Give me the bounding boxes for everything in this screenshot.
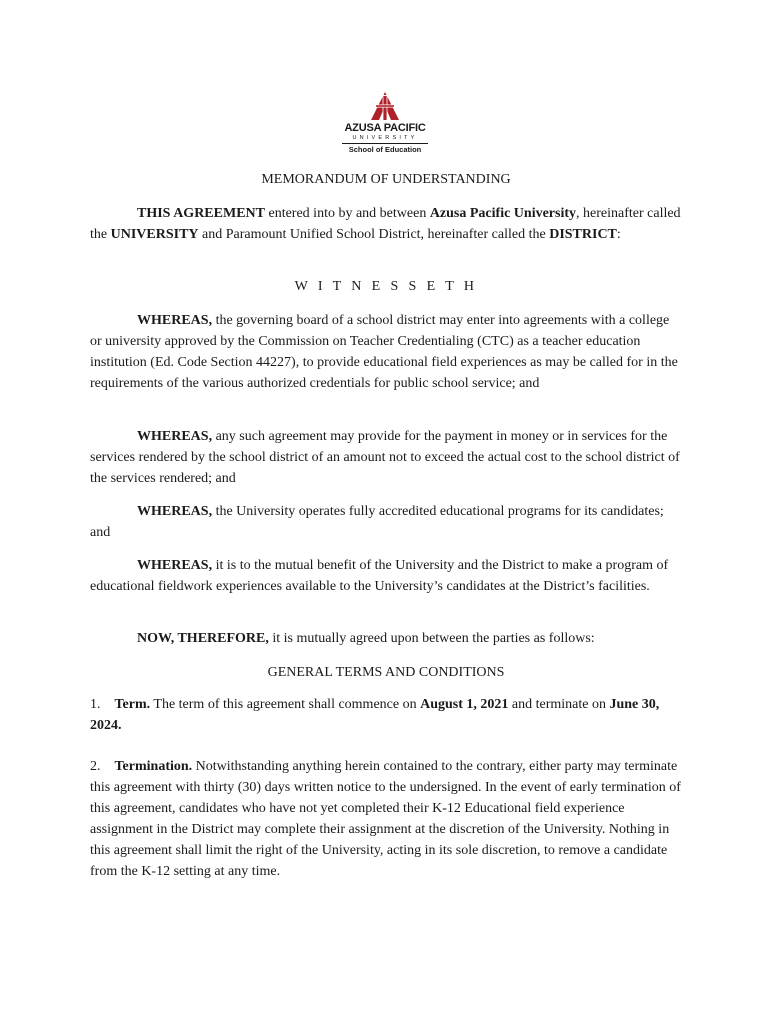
now-therefore-paragraph [90, 628, 682, 649]
term-start-date: August 1, 2021 [420, 697, 509, 712]
term-text-1: The term of this agreement shall commence on [150, 697, 421, 712]
whereas-text: it is to the mutual benefit of the University and the District to make a program of educational fieldwork experiences available to the University’s candidates at the District’s facilities. [90, 558, 669, 594]
whereas-text: the University operates fully accredited educational programs for its candidates; and [90, 504, 664, 540]
termination-number: 2. [90, 759, 101, 774]
whereas-lead: WHEREAS, [137, 504, 213, 519]
whereas-text: the governing board of a school district may enter into agreements with a college or university approved by the Commission on Teacher Credentialing (CTC) as a teacher education institution (Ed. Code Section 44227), to provide educational field experiences as may be called for in the requirements of the various authorized credentials for public school service; and [90, 313, 678, 391]
whereas-text: any such agreement may provide for the payment in money or in services for the services rendered by the school district of an amount not to exceed the actual cost to the school district of the services rendered; and [90, 429, 680, 486]
intro-text-3: and Paramount Unified School District, hereinafter called the [198, 227, 550, 242]
now-therefore-text: it is mutually agreed upon between the parties as follows: [268, 631, 595, 646]
termination-heading: Termination. [114, 759, 193, 774]
termination-text: Notwithstanding anything herein contained to the contrary, either party may terminate this agreement with thirty (30) days written notice to the undersigned. In the event of early termination of this agreement, candidates who have not yet completed their K-12 Educational field experience assignment in the District may complete their assignment at the discretion of the University. Nothing in this agreement shall limit the right of the University, acting in its sole discretion, to remove a candidate from the K-12 setting at any time. [90, 759, 681, 879]
apu-logo-mark-icon [369, 92, 401, 120]
intro-text-1: entered into by and between [264, 206, 430, 221]
term-end-date: June 30, 2024. [90, 697, 660, 733]
logo-school: School of Education [348, 145, 422, 154]
intro-paragraph [90, 203, 682, 245]
termination-clause [90, 756, 682, 882]
term-heading: Term. [114, 697, 151, 712]
term-number: 1. [90, 697, 101, 712]
whereas-lead: WHEREAS, [137, 429, 213, 444]
intro-text-4: : [616, 227, 621, 242]
intro-university-term: UNIVERSITY [110, 227, 199, 242]
document-title: MEMORANDUM OF UNDERSTANDING [261, 172, 511, 187]
intro-district-term: DISTRICT [549, 227, 617, 242]
intro-lead: THIS AGREEMENT [137, 206, 265, 221]
intro-university-name: Azusa Pacific University [429, 206, 577, 221]
whereas-lead: WHEREAS, [137, 558, 213, 573]
witnesseth-heading: W I T N E S S E T H [294, 279, 478, 294]
whereas-paragraph [90, 310, 682, 394]
term-clause [90, 694, 682, 736]
now-therefore-lead: NOW, THEREFORE, [137, 631, 269, 646]
whereas-paragraph [90, 555, 682, 597]
logo-name: AZUSA PACIFIC [344, 122, 426, 134]
general-terms-heading: GENERAL TERMS AND CONDITIONS [267, 665, 505, 680]
whereas-paragraph [90, 426, 682, 489]
logo-university: UNIVERSITY [342, 134, 428, 144]
apu-logo [340, 92, 430, 155]
whereas-lead: WHEREAS, [137, 313, 213, 328]
whereas-paragraph [90, 501, 682, 543]
intro-text-2: , hereinafter called the [90, 206, 681, 242]
term-text-2: and terminate on [508, 697, 610, 712]
